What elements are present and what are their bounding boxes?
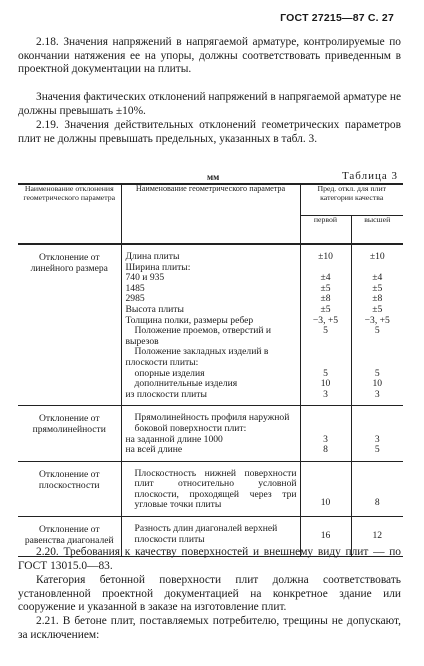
header-limits: Пред. откл. для плит категории качества bbox=[300, 184, 403, 216]
values-highest bbox=[351, 406, 403, 461]
table-row bbox=[18, 244, 403, 406]
param-text: Разность длин диагоналей верхней плоскости плиты bbox=[134, 523, 278, 545]
value: 5 bbox=[374, 325, 380, 337]
param-text: Высота плиты bbox=[125, 303, 184, 315]
value bbox=[301, 413, 351, 424]
group-name: Отклонение от плоскостности bbox=[18, 461, 121, 516]
value: 3 bbox=[374, 433, 380, 445]
tolerance-table bbox=[18, 183, 403, 557]
param-text: опорные изделия bbox=[134, 367, 205, 379]
group-params bbox=[121, 461, 300, 516]
values-highest bbox=[351, 461, 403, 516]
value: 5 bbox=[323, 367, 328, 379]
value: ±8 bbox=[320, 293, 331, 305]
value: ±8 bbox=[372, 293, 383, 305]
value bbox=[301, 347, 351, 358]
table-title: Таблица 3 bbox=[341, 170, 398, 182]
param-text: 1485 bbox=[125, 282, 145, 294]
value: 8 bbox=[323, 444, 328, 456]
values-highest bbox=[351, 244, 403, 406]
group-params bbox=[121, 244, 300, 406]
param-text: 2985 bbox=[125, 293, 145, 305]
value: ±5 bbox=[320, 282, 331, 294]
param-text: дополнительные изделия bbox=[134, 378, 238, 390]
value: ±5 bbox=[320, 303, 331, 315]
param-text: из плоскости плиты bbox=[125, 388, 207, 400]
header-deviation: Наименование отклонения геометрического параметра bbox=[18, 184, 121, 244]
param-text: Прямолинейность профиля наружной боковой поверхности плит: bbox=[134, 412, 290, 434]
value: ±5 bbox=[372, 282, 383, 294]
value bbox=[352, 358, 404, 369]
value bbox=[301, 424, 351, 435]
group-name: Отклонение от прямолинейности bbox=[18, 406, 121, 461]
param-text: Толщина полки, размеры ребер bbox=[125, 314, 254, 326]
value: 3 bbox=[323, 433, 328, 445]
value: ±10 bbox=[318, 251, 333, 262]
paragraph-2-20-b: Категория бетонной поверхности плит должна соответствовать установленной проектной документацией на конкретное здание или сооружение и указанной в заказе на изготовление плит. bbox=[18, 574, 401, 614]
value bbox=[301, 358, 351, 369]
page-header: ГОСТ 27215—87 С. 27 bbox=[280, 12, 394, 24]
value: ±4 bbox=[320, 272, 331, 284]
table-row bbox=[18, 461, 403, 516]
value: 3 bbox=[323, 388, 328, 400]
header-parameter: Наименование геометрического параметра bbox=[121, 184, 300, 244]
value: ±4 bbox=[372, 272, 383, 284]
param-text: Положение проемов, отверстий и bbox=[134, 325, 272, 337]
group-params bbox=[121, 406, 300, 461]
table-units: мм bbox=[207, 172, 220, 182]
paragraph-2-18-b: Значения фактических отклонений напряжений в напрягаемой арматуре не должны превышать ±10%. bbox=[18, 91, 401, 117]
param-text: плоскости плиты: bbox=[125, 356, 199, 368]
value bbox=[352, 413, 404, 424]
value: 10 bbox=[372, 378, 383, 390]
param-text: Плоскостность нижней поверхности плит относительно условной плоскости, проходящей через три угловые точки плиты bbox=[134, 467, 297, 511]
paragraph-2-20: 2.20. Требования к качеству поверхностей и внешнему виду плит — по ГОСТ 13015.0—83. bbox=[18, 546, 401, 572]
values-first bbox=[300, 461, 351, 516]
group-name: Отклонение от линейного размера bbox=[18, 244, 121, 406]
value: ±10 bbox=[369, 251, 385, 262]
paragraph-2-18: 2.18. Значения напряжений в напрягаемой арматуре, контролируемые по окончании натяжения ее на упоры, должны соответствовать приведенным в проектной документации на плиты. bbox=[18, 36, 401, 76]
paragraph-2-21: 2.21. В бетоне плит, поставляемых потребителю, трещины не допускают, за исключением: bbox=[18, 615, 401, 641]
value: 5 bbox=[374, 367, 380, 379]
value bbox=[352, 347, 404, 358]
value: 3 bbox=[374, 388, 380, 400]
value: 8 bbox=[374, 497, 380, 509]
header-highest: высшей bbox=[364, 215, 391, 224]
paragraph-2-19: 2.19. Значения действительных отклонений геометрических параметров плит не должны превышать предельных, указанных в табл. 3. bbox=[18, 119, 401, 145]
value: ±5 bbox=[372, 303, 383, 315]
value: 10 bbox=[320, 497, 331, 509]
value: 5 bbox=[323, 325, 328, 337]
value: 10 bbox=[320, 378, 331, 390]
values-first bbox=[300, 406, 351, 461]
param-text: на всей длине bbox=[125, 444, 183, 456]
value bbox=[301, 337, 351, 348]
values-first bbox=[300, 244, 351, 406]
value bbox=[352, 337, 404, 348]
param-text: на заданной длине 1000 bbox=[125, 433, 223, 445]
value: 12 bbox=[372, 530, 383, 542]
header-first: первой bbox=[300, 216, 351, 245]
param-text: Положение закладных изделий в bbox=[134, 346, 269, 358]
group-name: Отклонение от равенства диагоналей bbox=[18, 517, 121, 557]
value: 16 bbox=[320, 530, 331, 542]
param-text: 740 и 935 bbox=[125, 272, 165, 284]
value: −3, +5 bbox=[312, 314, 339, 326]
param-text: вырезов bbox=[125, 335, 159, 347]
value: 5 bbox=[374, 444, 380, 456]
param-text: Длина плиты bbox=[125, 251, 180, 262]
value: −3, +5 bbox=[364, 314, 390, 326]
table-row bbox=[18, 406, 403, 461]
value bbox=[352, 424, 404, 435]
param-text: Ширина плиты: bbox=[125, 261, 191, 273]
